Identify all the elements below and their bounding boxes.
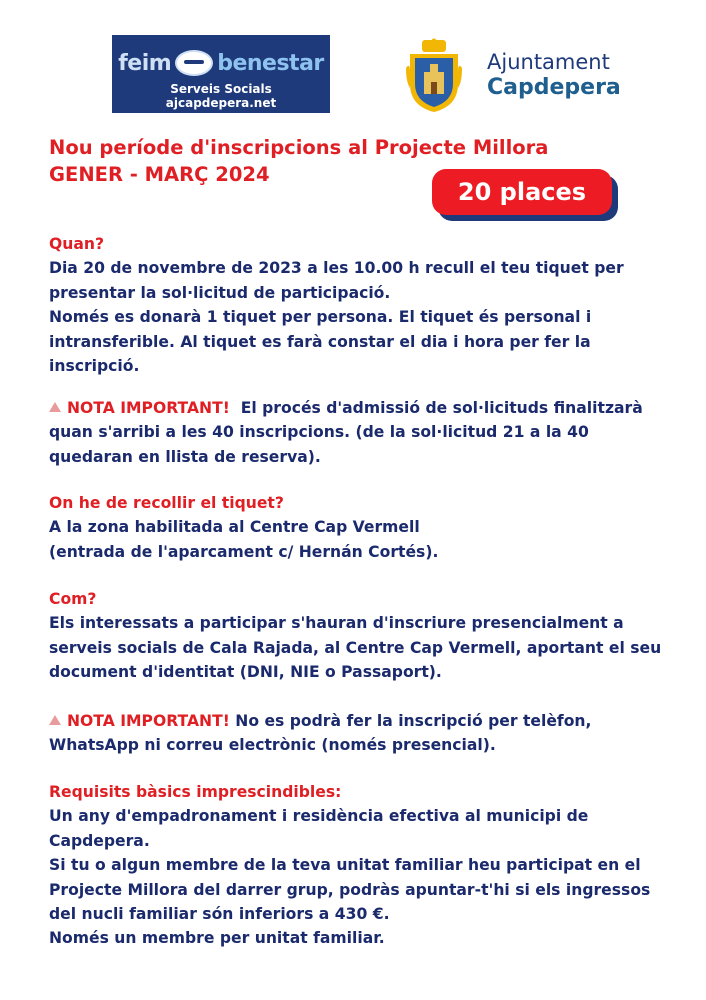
feim-benestar-logo (112, 35, 330, 113)
text-line: del nucli familiar són inferiors a 430 €. (49, 905, 390, 924)
text-line: document d'identitat (DNI, NIE o Passaport). (49, 663, 442, 682)
text-line (49, 709, 689, 733)
logo-website: ajcapdepera.net (165, 96, 277, 110)
page-subtitle: GENER - MARÇ 2024 (49, 163, 270, 186)
text-line (49, 396, 689, 420)
logo-subtitle: Serveis Socials (170, 82, 272, 96)
municipality-label: Ajuntament (487, 50, 610, 74)
section-heading: Quan? (49, 235, 105, 253)
logo-brand-part2: benestar (217, 50, 324, 76)
warning-label: NOTA IMPORTANT! (67, 399, 230, 417)
text-line: serveis socials de Cala Rajada, al Centre Cap Vermell, aportant el seu (49, 638, 662, 657)
text-line: Projecte Millora del darrer grup, podràs apuntar-t'hi si els ingressos (49, 880, 651, 899)
text-line: Els interessats a participar s'hauran d'inscriure presencialment a (49, 614, 624, 633)
text-line: WhatsApp ni correu electrònic (només presencial). (49, 736, 496, 755)
text-line: Només es donarà 1 tiquet per persona. El tiquet és personal i (49, 308, 592, 327)
text-line: Dia 20 de novembre de 2023 a les 10.00 h recull el teu tiquet per (49, 259, 624, 278)
warning-label: NOTA IMPORTANT! (67, 712, 230, 730)
places-badge: 20 places (432, 169, 612, 215)
section-com (49, 587, 689, 685)
warning-triangle-icon (49, 715, 61, 725)
municipality-name: Capdepera (487, 75, 621, 100)
text-line: Un any d'empadronament i residència efectiva al municipi de (49, 807, 589, 826)
logo-seal-icon (175, 50, 213, 76)
warning-text: El procés d'admissió de sol·licituds finalitzarà (240, 399, 643, 417)
section-heading: Com? (49, 590, 97, 608)
text-line: quan s'arribi a les 40 inscripcions. (de la sol·licitud 21 a la 40 (49, 423, 589, 442)
text-line: quedaran en llista de reserva). (49, 447, 321, 466)
municipal-crest-icon (404, 38, 464, 114)
text-line: inscripció. (49, 357, 140, 376)
section-quan (49, 232, 689, 378)
text-line: intransferible. Al tiquet es farà constar el dia i hora per fer la (49, 332, 591, 351)
logo-brand-part1: feim (118, 50, 172, 76)
text-line: (entrada de l'aparcament c/ Hernán Cortés). (49, 542, 439, 561)
text-line: Capdepera. (49, 831, 150, 850)
section-heading: Requisits bàsics imprescindibles: (49, 783, 342, 801)
section-heading: On he de recollir el tiquet? (49, 494, 284, 512)
logo-brand (112, 45, 330, 81)
warning-text: No es podrà fer la inscripció per telèfon, (235, 712, 592, 730)
section-requisits (49, 780, 689, 951)
text-line: Si tu o algun membre de la teva unitat familiar heu participat en el (49, 856, 641, 875)
warning-triangle-icon (49, 402, 61, 412)
section-nota-2 (49, 709, 689, 758)
text-line: A la zona habilitada al Centre Cap Vermell (49, 518, 420, 537)
text-line: presentar la sol·licitud de participació. (49, 283, 391, 302)
section-on (49, 491, 689, 564)
text-line: Només un membre per unitat familiar. (49, 929, 385, 948)
section-nota-1 (49, 396, 689, 469)
page-title: Nou període d'inscripcions al Projecte Millora (49, 136, 549, 159)
